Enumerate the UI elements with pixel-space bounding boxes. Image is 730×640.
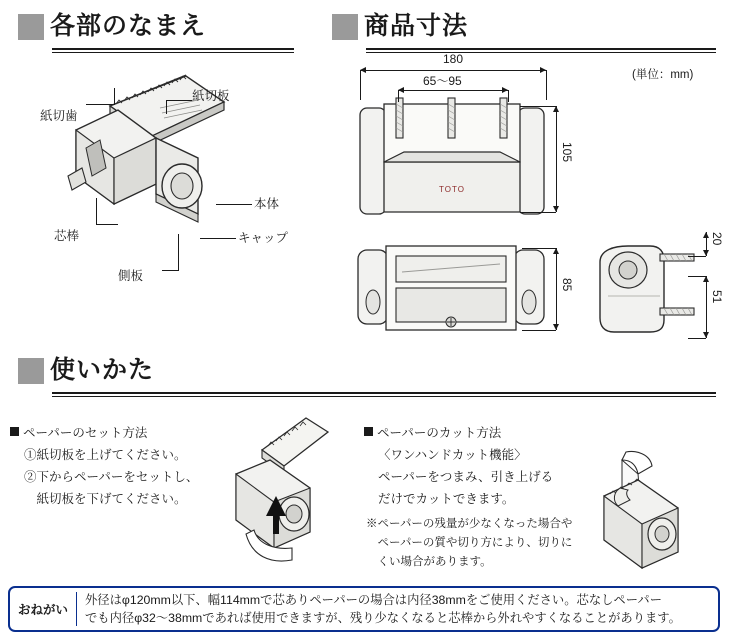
- dim-value-depth-top: 20: [710, 232, 724, 246]
- section-heading-usage: [18, 358, 154, 384]
- dim-line-width-total: [360, 70, 546, 71]
- section-title-dimensions: 商品寸法: [364, 12, 469, 40]
- dim-value-height-side: 85: [560, 278, 574, 292]
- leader-cutter-teeth-2: [114, 88, 115, 105]
- usage-cut-caution1: ※ペーパーの残量が少なくなった場合や: [366, 518, 573, 530]
- dim-line-height-front: [556, 106, 557, 212]
- leader-cutter-teeth: [86, 104, 114, 105]
- unit-note: (単位：mm): [632, 69, 694, 81]
- heading-marker-square: [18, 14, 44, 40]
- dim-ext-depth-top: [688, 256, 706, 257]
- section-title-parts: 各部のなまえ: [50, 12, 207, 40]
- usage-cut-line2: だけでカットできます。: [378, 492, 515, 506]
- dim-ext-left-pitch: [398, 90, 399, 102]
- dim-ext-top-depth-bottom: [688, 276, 706, 277]
- label-cap: キャップ: [238, 231, 289, 245]
- leader-body: [216, 204, 252, 205]
- label-body: 本体: [254, 197, 280, 211]
- section-heading-parts: [18, 14, 206, 40]
- footer-note-line2: でも内径φ32～38mmであれば使用できますが、残り少なくなると芯棒から外れやすくなることがあります。: [85, 611, 681, 625]
- dim-value-height-front: 105: [560, 142, 574, 163]
- leader-cap: [200, 238, 236, 239]
- bullet-square-set: [10, 427, 19, 436]
- usage-set-step1: ①紙切板を上げてください。: [24, 448, 187, 462]
- svg-text:TOTO: TOTO: [439, 185, 465, 194]
- section-rule-dimensions: [366, 48, 716, 53]
- leader-side-plate: [178, 234, 179, 270]
- illustration-cut-method: [592, 448, 722, 578]
- usage-set-heading-text: ペーパーのセット方法: [23, 426, 148, 440]
- heading-marker-square-3: [18, 358, 44, 384]
- leader-core-rod: [96, 224, 118, 225]
- leader-cutter-plate-2: [166, 100, 167, 114]
- dim-ext-left-width: [360, 70, 361, 100]
- section-rule-usage: [52, 392, 716, 397]
- dim-ext-bottom-height: [520, 212, 556, 213]
- illustration-set-method: [218, 414, 356, 566]
- dim-line-height-side: [556, 248, 557, 330]
- leader-cutter-plate: [166, 100, 192, 101]
- dim-ext-bottom-height-side: [522, 330, 556, 331]
- label-cutter-plate: 紙切板: [192, 89, 230, 103]
- illustration-parts: [48, 64, 288, 254]
- heading-marker-square-2: [332, 14, 358, 40]
- leader-side-plate-2: [162, 270, 179, 271]
- section-heading-dimensions: [332, 14, 468, 40]
- usage-set-step2b: 紙切板を下げてください。: [24, 492, 187, 506]
- label-core-rod: 芯棒: [54, 229, 80, 243]
- label-side-plate: 側板: [118, 269, 144, 283]
- dim-ext-bottom-depth-bottom: [688, 338, 706, 339]
- dim-ext-right-pitch: [508, 90, 509, 102]
- label-cutter-teeth: 紙切歯: [40, 109, 78, 123]
- leader-core-rod-2: [96, 198, 97, 225]
- footer-note: [8, 586, 720, 632]
- dim-ext-top-height-side: [522, 248, 556, 249]
- dim-ext-top-height: [520, 106, 556, 107]
- footer-note-label: おねがい: [17, 603, 68, 617]
- usage-set-step2: ②下からペーパーをセットし、: [24, 470, 199, 484]
- section-title-usage: 使いかた: [50, 356, 155, 384]
- usage-cut-heading: [364, 424, 501, 443]
- dim-value-mount-pitch: 65～95: [423, 74, 462, 88]
- dim-ext-right-width: [546, 70, 547, 100]
- dim-arrow-up-depth-top: [703, 232, 709, 238]
- section-rule-parts: [52, 48, 294, 53]
- dim-line-mount-pitch: [398, 90, 508, 91]
- footer-note-body: [77, 591, 718, 628]
- dim-value-width-total: 180: [443, 52, 464, 66]
- dim-value-depth-bottom: 51: [710, 290, 724, 304]
- illustration-front-view: [358, 96, 548, 226]
- usage-cut-caution3: くい場合があります。: [366, 556, 492, 568]
- bullet-square-cut: [364, 427, 373, 436]
- usage-cut-line1: ペーパーをつまみ、引き上げる: [378, 470, 554, 484]
- illustration-bottom-view: [356, 242, 548, 338]
- usage-cut-heading-text: ペーパーのカット方法: [377, 426, 502, 440]
- usage-cut-subheading: 〈ワンハンドカット機能〉: [378, 448, 527, 462]
- usage-set-heading: [10, 424, 147, 443]
- illustration-side-view: [594, 244, 700, 336]
- footer-note-line1: 外径はφ120mm以下、幅114mmで芯ありペーパーの場合は内径38mmをご使用ください。芯なしペーパー: [85, 592, 662, 607]
- dim-line-depth-bottom: [706, 276, 707, 338]
- usage-cut-caution2: ペーパーの質や切り方により、切りに: [366, 537, 573, 549]
